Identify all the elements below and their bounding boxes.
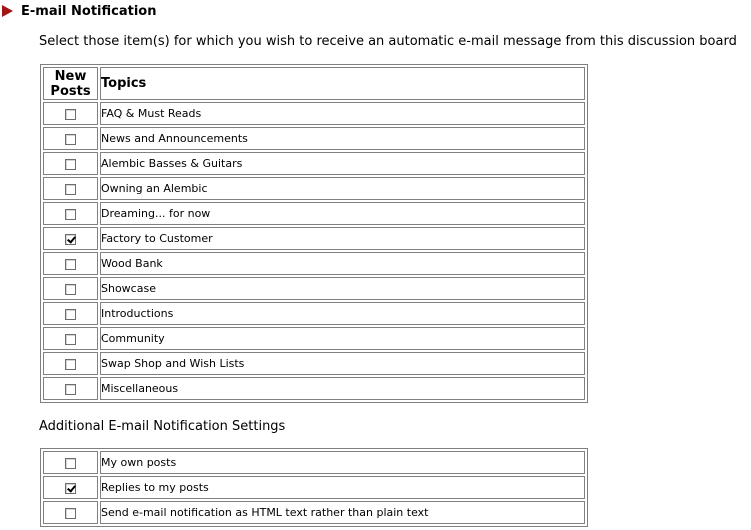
- setting-label: Send e-mail notification as HTML text rather than plain text: [100, 501, 585, 524]
- intro-text: Select those item(s) for which you wish to receive an automatic e-mail message from this discussion board: [39, 34, 737, 49]
- topic-checkbox[interactable]: [65, 259, 76, 270]
- topic-label: Alembic Basses & Guitars: [100, 152, 585, 175]
- topic-checkbox[interactable]: [65, 359, 76, 370]
- table-row: [43, 327, 585, 350]
- topic-label: Wood Bank: [100, 252, 585, 275]
- topic-checkbox[interactable]: [65, 109, 76, 120]
- topic-checkbox[interactable]: [65, 159, 76, 170]
- topic-checkbox[interactable]: [65, 209, 76, 220]
- topics-table: [40, 64, 588, 403]
- checkbox-cell: [43, 377, 98, 400]
- table-row: [43, 177, 585, 200]
- topic-label: Dreaming... for now: [100, 202, 585, 225]
- table-row: [43, 127, 585, 150]
- topic-label: Swap Shop and Wish Lists: [100, 352, 585, 375]
- arrow-icon: [2, 5, 13, 17]
- topic-checkbox[interactable]: [65, 334, 76, 345]
- topic-checkbox[interactable]: [65, 284, 76, 295]
- topic-checkbox[interactable]: [65, 309, 76, 320]
- table-row: [43, 501, 585, 524]
- table-row: [43, 202, 585, 225]
- checkbox-cell: [43, 202, 98, 225]
- table-row: [43, 377, 585, 400]
- checkbox-cell: [43, 252, 98, 275]
- checkbox-cell: [43, 302, 98, 325]
- table-row: [43, 277, 585, 300]
- table-row: [43, 252, 585, 275]
- table-row: [43, 227, 585, 250]
- checkbox-cell: [43, 177, 98, 200]
- topic-checkbox[interactable]: [65, 384, 76, 395]
- topic-checkbox[interactable]: [65, 234, 76, 245]
- table-row: [43, 352, 585, 375]
- checkbox-cell: [43, 277, 98, 300]
- section-header: [2, 3, 156, 19]
- topic-label: Factory to Customer: [100, 227, 585, 250]
- page-title: E-mail Notification: [21, 3, 157, 19]
- checkbox-cell: [43, 501, 98, 524]
- topic-label: Showcase: [100, 277, 585, 300]
- additional-settings-title: Additional E-mail Notification Settings: [39, 419, 286, 434]
- checkbox-cell: [43, 127, 98, 150]
- checkbox-cell: [43, 102, 98, 125]
- checkbox-cell: [43, 327, 98, 350]
- topic-label: News and Announcements: [100, 127, 585, 150]
- setting-label: Replies to my posts: [100, 476, 585, 499]
- checkbox-cell: [43, 451, 98, 474]
- checkbox-cell: [43, 152, 98, 175]
- setting-checkbox[interactable]: [65, 483, 76, 494]
- setting-checkbox[interactable]: [65, 508, 76, 519]
- table-row: [43, 302, 585, 325]
- table-row: [43, 102, 585, 125]
- topic-checkbox[interactable]: [65, 134, 76, 145]
- table-row: [43, 152, 585, 175]
- topic-checkbox[interactable]: [65, 184, 76, 195]
- checkbox-cell: [43, 227, 98, 250]
- setting-label: My own posts: [100, 451, 585, 474]
- new-posts-header: New Posts: [43, 67, 98, 100]
- topic-label: Owning an Alembic: [100, 177, 585, 200]
- topic-label: FAQ & Must Reads: [100, 102, 585, 125]
- checkbox-cell: [43, 352, 98, 375]
- topics-header: Topics: [100, 67, 585, 100]
- checkbox-cell: [43, 476, 98, 499]
- additional-settings-table: [40, 448, 588, 527]
- setting-checkbox[interactable]: [65, 458, 76, 469]
- topic-label: Miscellaneous: [100, 377, 585, 400]
- topic-label: Community: [100, 327, 585, 350]
- table-row: [43, 476, 585, 499]
- table-row: [43, 451, 585, 474]
- topic-label: Introductions: [100, 302, 585, 325]
